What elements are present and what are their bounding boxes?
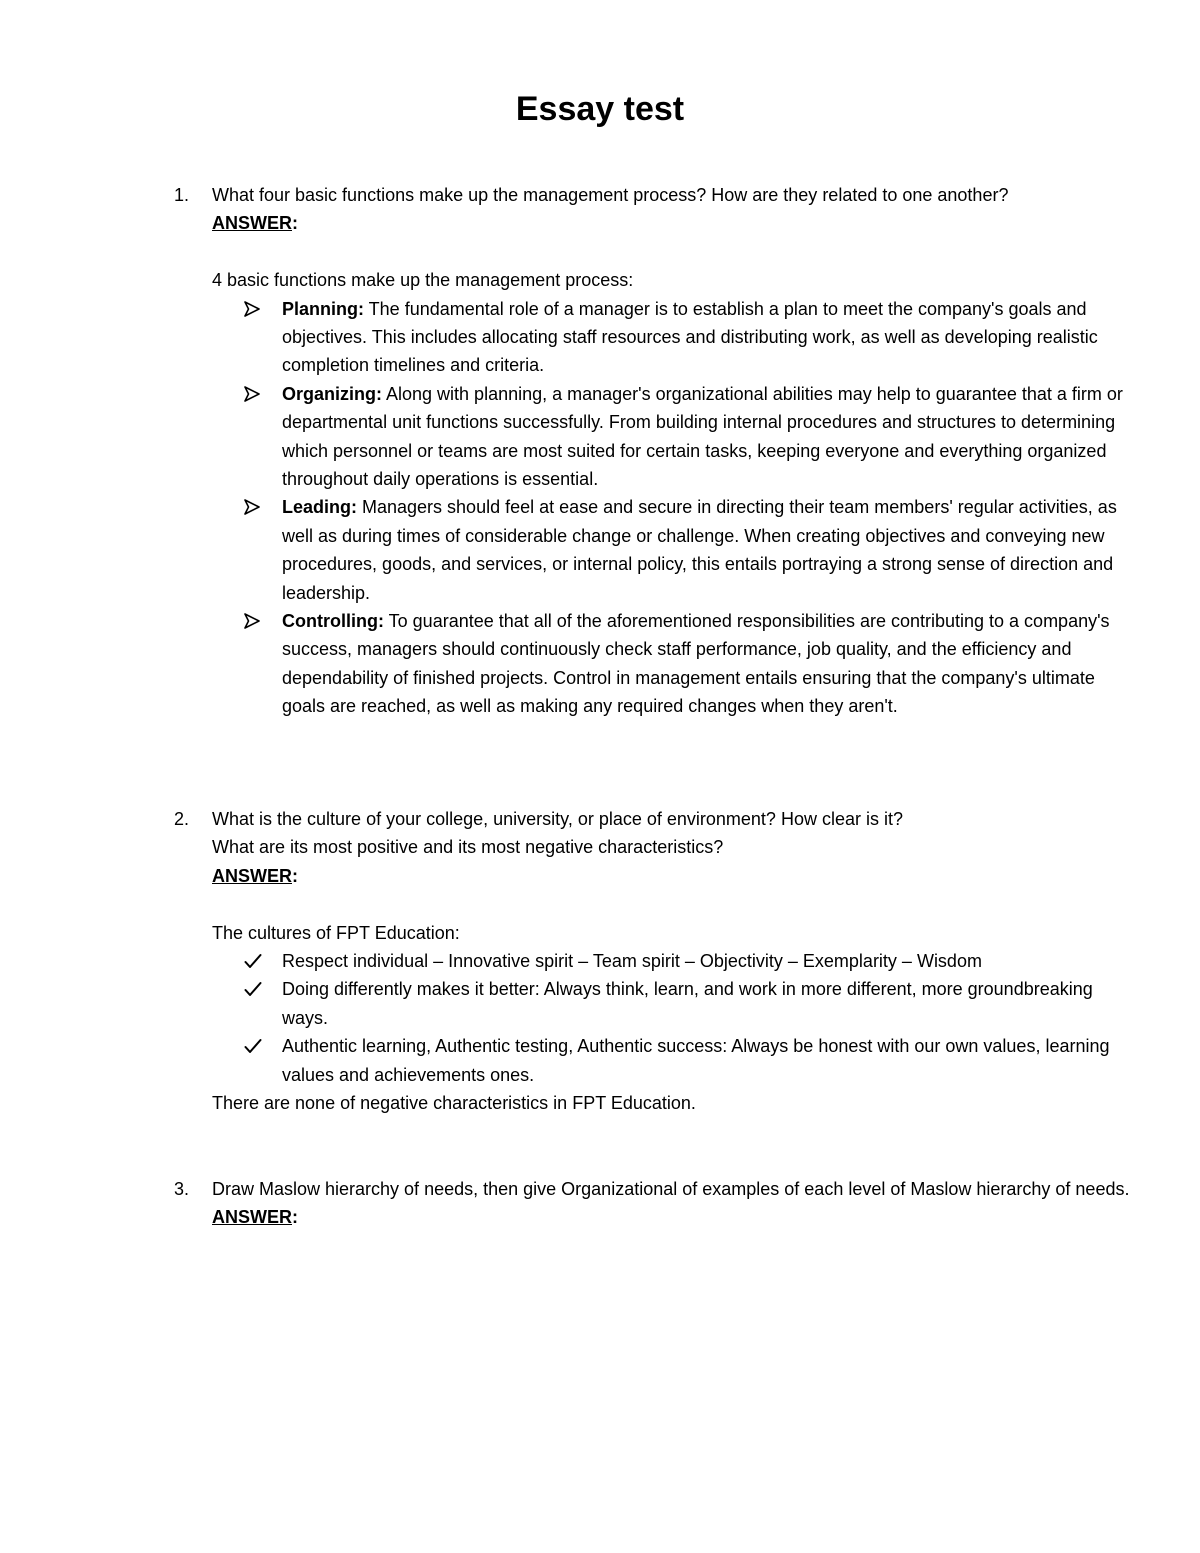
question-text: What are its most positive and its most negative characteristics? (212, 837, 724, 858)
culture-item: Doing differently makes it better: Always think, learn, and work in more different, more groundbreaking ways. (282, 979, 1093, 1028)
arrowhead-bullet-icon (244, 493, 274, 515)
culture-item: Respect individual – Innovative spirit – Team spirit – Objectivity – Exemplarity – Wisdom (282, 951, 982, 972)
question-text: What is the culture of your college, university, or place of environment? How clear is it? (212, 809, 903, 829)
question-1 (174, 181, 1134, 721)
page-title: Essay test (515, 90, 685, 128)
question-text: What four basic functions make up the management process? How are they related to one another? (212, 185, 1009, 205)
arrowhead-bullet-icon (244, 380, 274, 402)
question-2 (174, 805, 1134, 1117)
answer-label: ANSWER (212, 213, 292, 234)
function-description: Along with planning, a manager's organizational abilities may help to guarantee that a firm or departmental unit functions successfully. From building internal procedures and structures to determining which personnel or teams are most suited for certain tasks, keeping everyone and everything organized throughout daily operations is essential. (282, 383, 1123, 490)
question-number: 3. (174, 1179, 190, 1199)
list-item (212, 975, 1134, 1032)
question-text: Draw Maslow hierarchy of needs, then give Organizational of examples of each level of Maslow hierarchy of needs. (212, 1179, 1130, 1199)
checkmark-icon (244, 1032, 274, 1054)
answer-heading: ANSWER: (212, 1207, 298, 1228)
function-description: The fundamental role of a manager is to establish a plan to meet the company's goals and objectives. This includes allocating staff resources and distributing work, as well as developing realistic completion timelines and criteria. (282, 298, 1098, 376)
arrowhead-bullet-icon (244, 607, 274, 629)
function-description: Managers should feel at ease and secure in directing their team members' regular activities, as well as during times of considerable change or challenge. When creating objectives and conveying new procedures, goods, and services, or internal policy, this entails portraying a strong sense of direction and leadership. (282, 497, 1117, 603)
checkmark-icon (244, 975, 274, 997)
closing-statement: There are none of negative characteristics in FPT Education. (212, 1093, 696, 1114)
list-item (212, 295, 1134, 380)
answer-label: ANSWER (212, 1207, 292, 1228)
arrowhead-bullet-icon (244, 295, 274, 317)
function-term: Organizing: (282, 383, 382, 404)
checkmark-icon (244, 947, 274, 969)
function-term: Controlling: (282, 611, 384, 632)
function-term: Planning: (282, 298, 364, 319)
question-number: 2. (174, 809, 190, 829)
function-term: Leading: (282, 497, 357, 518)
answer-intro: 4 basic functions make up the management process: (212, 270, 634, 291)
list-item (212, 1032, 1134, 1089)
answer-heading: ANSWER: (212, 213, 298, 234)
list-item (212, 947, 1134, 975)
culture-item: Authentic learning, Authentic testing, Authentic success: Always be honest with our own values, learning values and achievements ones. (282, 1036, 1110, 1085)
list-item (212, 493, 1134, 607)
question-number: 1. (174, 185, 190, 205)
answer-heading: ANSWER: (212, 865, 298, 886)
answer-intro: The cultures of FPT Education: (212, 922, 460, 943)
list-item (212, 607, 1134, 721)
question-3 (174, 1175, 1134, 1232)
answer-label: ANSWER (212, 865, 292, 886)
function-description: To guarantee that all of the aforementioned responsibilities are contributing to a company's success, managers should continuously check staff performance, job quality, and the efficiency and dependability of finished projects. Control in management entails ensuring that the company's ultimate goals are reached, as well as making any required changes when they aren't. (282, 611, 1110, 717)
list-item (212, 380, 1134, 494)
